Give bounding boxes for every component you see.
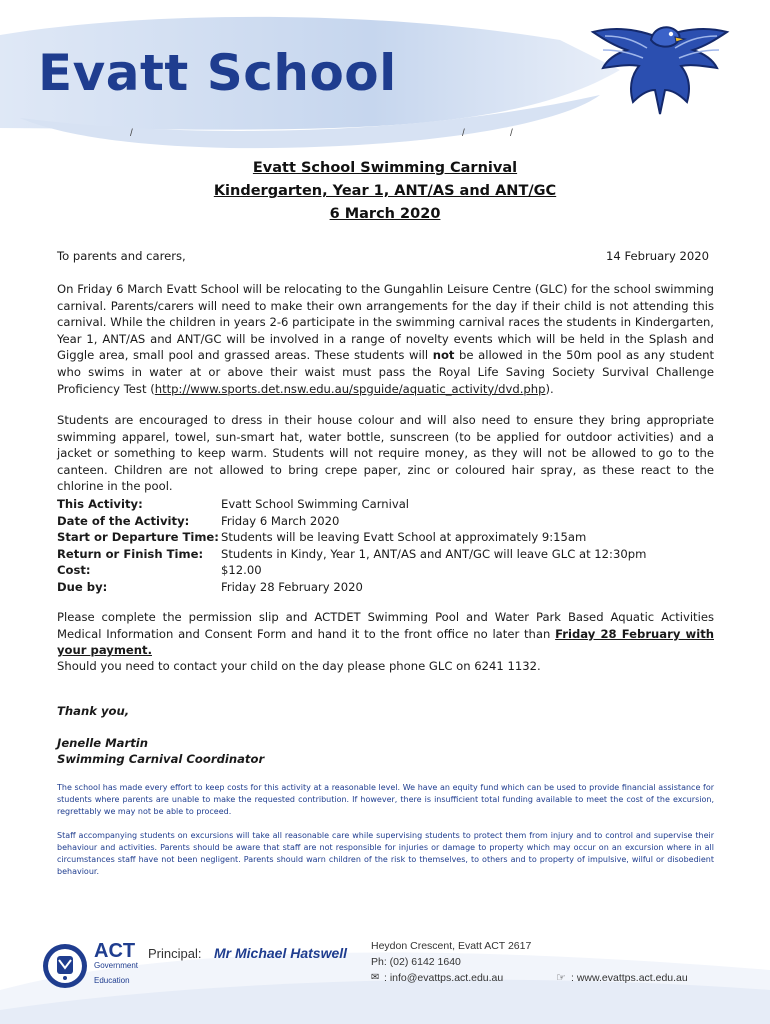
paragraph-intro [57, 281, 714, 397]
title-line-1: Evatt School Swimming Carnival [252, 160, 518, 176]
detail-label: Cost: [57, 563, 91, 578]
title-line-3: 6 March 2020 [329, 206, 441, 222]
detail-label: Due by: [57, 579, 108, 594]
detail-row [57, 562, 646, 579]
survival-test-link[interactable]: http://www.sports.det.nsw.edu.au/spguide/aquatic_activity/dvd.php [154, 381, 546, 396]
web-pointer-icon: ☞ [556, 972, 566, 984]
detail-value: Friday 6 March 2020 [221, 513, 340, 528]
education-label: Education [94, 976, 130, 985]
act-label: ACT [94, 940, 136, 962]
header-mark: / [462, 128, 465, 139]
email-icon: ✉ [371, 972, 380, 983]
school-email[interactable]: : info@evattps.act.edu.au [384, 972, 504, 984]
school-name: Evatt School [38, 44, 397, 102]
detail-value: Students in Kindy, Year 1, ANT/AS and ANT/GC will leave GLC at 12:30pm [221, 546, 647, 561]
detail-row [57, 529, 646, 546]
detail-value: Friday 28 February 2020 [221, 579, 363, 594]
detail-row [57, 513, 646, 530]
eagle-logo [585, 10, 735, 118]
letter-date: 14 February 2020 [606, 249, 710, 263]
detail-value: Evatt School Swimming Carnival [221, 497, 410, 511]
signer-name: Jenelle Martin [57, 736, 148, 750]
title-line-2: Kindergarten, Year 1, ANT/AS and ANT/GC [213, 183, 557, 199]
header-mark: / [130, 128, 133, 139]
payment-deadline: Friday 28 February with your payment. [57, 626, 714, 658]
detail-row [57, 579, 646, 596]
principal-label: Principal: [148, 946, 202, 961]
school-website[interactable]: : www.evattps.act.edu.au [571, 972, 688, 984]
paragraph-permission [57, 609, 714, 659]
detail-label: Return or Finish Time: [57, 546, 204, 561]
thank-you: Thank you, [57, 704, 130, 718]
signer-role: Swimming Carnival Coordinator [57, 752, 265, 766]
detail-label: Date of the Activity: [57, 513, 190, 528]
detail-label: This Activity: [57, 497, 143, 511]
principal-name: Mr Michael Hatswell [214, 945, 348, 961]
detail-row [57, 496, 646, 513]
supervision-note: Staff accompanying students on excursions will take all reasonable care while supervising students to protect them from injury and to control and supervise their behaviour and activities. Parents should be aware that staff are not responsible for injuries or damage to property which may occur on an excursion where in all circumstances staff have not been negligent. Parents should warn children of the risk to themselves, to others and to property of impulsive, wilful or disobedient behaviour. [57, 831, 714, 876]
school-phone: Ph: (02) 6142 1640 [371, 956, 461, 968]
paragraph-dress: Students are encouraged to dress in their house colour and will also need to ensure they bring appropriate swimming apparel, towel, sun-smart hat, water bottle, sunscreen (to be applied for outdoor activities) and a jacket or something to keep warm. Students will not require money, as they will not be allowed to go to the canteen. Children are not allowed to bring crepe paper, zinc or coloured hair spray, as these react to the chlorine in the pool. [57, 413, 714, 494]
header-mark: / [510, 128, 513, 139]
para1-text: On Friday 6 March Evatt School will be relocating to the Gungahlin Leisure Centre (GLC) for the school swimming carnival. Parents/carers will need to make their own arrangements for the day if their child is not attending this carnival. While the children in years 2-6 participate in the swimming carnival races the students in Kindergarten, Year 1, ANT/AS and ANT/GC will be involved in a range of novelty events which will be held in the Splash and Giggle area, small pool and grassed areas. These students will [57, 282, 714, 363]
government-label: Government [94, 961, 139, 970]
activity-details [57, 496, 646, 596]
para3-text: Please complete the permission slip and ACTDET Swimming Pool and Water Park Based Aquatic Activities Medical Information and Consent Form and hand it to the front office no later than [57, 610, 714, 641]
salutation: To parents and carers, [57, 249, 186, 263]
detail-row [57, 546, 646, 563]
act-crest-icon [40, 942, 90, 990]
detail-value: Students will be leaving Evatt School at approximately 9:15am [221, 530, 587, 545]
detail-value: $12.00 [221, 563, 262, 578]
equity-fund-note: The school has made every effort to keep costs for this activity at a reasonable level. We have an equity fund which can be used to provide financial assistance for students where parents are unable to make the requested contribution. If however, there is insufficient total funding available to meet the cost of the excursion, regrettably we may not be able to proceed. [57, 783, 714, 816]
para1-emphasis: not [432, 348, 455, 363]
school-address: Heydon Crescent, Evatt ACT 2617 [371, 940, 532, 952]
detail-label: Start or Departure Time: [57, 530, 219, 545]
para1-text-end: ). [545, 381, 554, 396]
paragraph-contact: Should you need to contact your child on the day please phone GLC on 6241 1132. [57, 659, 541, 673]
para1-text-cont: be allowed in the 50m pool as any student who swims in water at or above their waist must pass the Royal Life Saving Society Survival Challenge Proficiency Test ( [57, 348, 714, 396]
